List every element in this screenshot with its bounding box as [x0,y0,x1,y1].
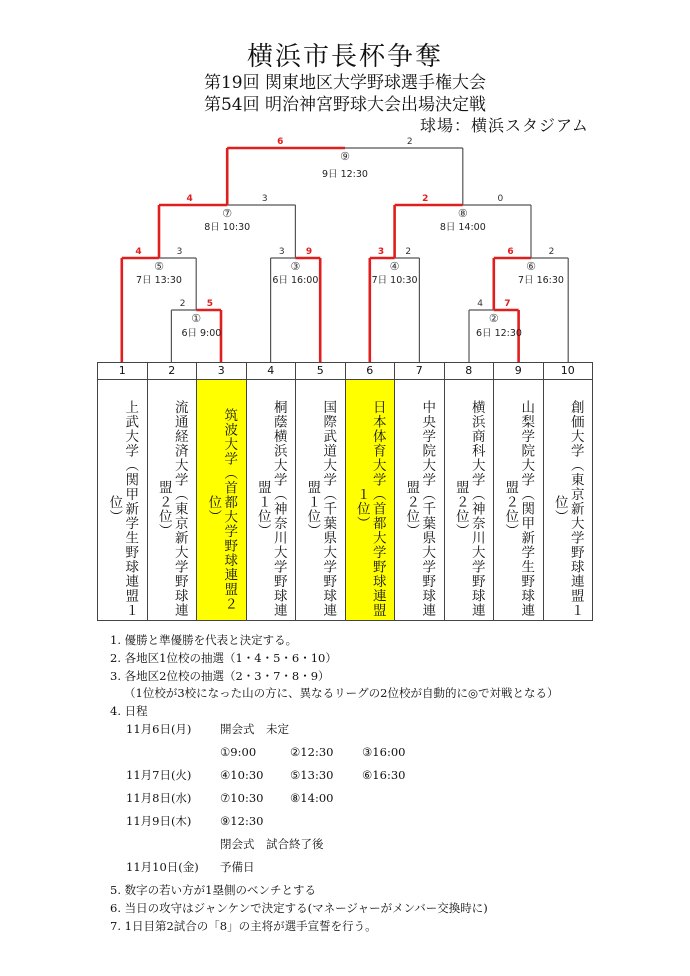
score-right: 7 [504,299,511,309]
team-cell [543,380,593,621]
team-league: （首都大学野球連盟２位） [205,465,238,611]
game-time: 6日 16:00 [272,275,319,286]
note-3: 3. 各地区2位校の抽選（2・3・7・8・9） [110,668,330,683]
schedule-item: 予備日 [220,860,255,875]
game-number: ② [488,312,499,325]
subtitle-kanto: 第19回 関東地区大学野球選手権大会 [203,73,487,93]
team-cell [494,380,544,621]
team-number: 4 [246,363,296,380]
team-cell [197,380,247,621]
score-left: 6 [277,137,284,147]
team-name: 筑波大学 [221,407,238,466]
schedule-date: 11月9日(木) [126,814,192,829]
score-left: 4 [186,194,193,204]
team-league: （関甲新学生野球連盟２位） [502,480,535,618]
team-name: 流通経済大学 [171,400,188,488]
note-7: 7. 1日目第2試合の「8」の主将が選手宣誓を行う。 [110,918,377,933]
score-right: 2 [405,247,412,257]
team-name: 横浜商科大学 [468,400,485,488]
team-number: 6 [345,363,395,380]
team-name-block [502,398,534,620]
game-time: 7日 13:30 [136,275,182,286]
schedule-date: 11月6日(月) [126,722,192,737]
schedule-item: ⑤13:30 [290,768,334,783]
schedule-item: ⑨12:30 [220,814,264,829]
team-cell [345,380,395,621]
team-cell [147,380,197,621]
note-3-sub: （1位校が3校になった山の方に、異なるリーグの2位校が自動的に◎で対戦となる） [124,686,559,701]
score-left: 4 [135,247,142,257]
score-right: 2 [548,247,555,257]
team-league: （東京新大学野球連盟１位） [551,458,584,618]
score-left: 6 [507,247,514,257]
team-number: 5 [296,363,346,380]
team-name: 山梨学院大学 [518,400,535,488]
game-time: 8日 10:30 [204,222,251,233]
game-number: ⑦ [222,207,233,220]
team-cell [98,380,148,621]
team-number: 10 [543,363,593,380]
game-number: ⑤ [154,260,164,273]
team-number: 2 [147,363,197,380]
game-time: 7日 10:30 [371,275,418,286]
team-league: （首都大学野球連盟１位） [353,487,386,618]
team-number: 8 [444,363,494,380]
notes [110,632,558,936]
subtitle-meiji: 第54回 明治神宮野球大会出場決定戦 [203,95,487,115]
game-time: 7日 16:30 [518,275,564,286]
team-name-block [156,398,188,620]
schedule [110,721,558,882]
schedule-item: ①9:00 [220,745,257,760]
team-name-block [106,398,138,620]
schedule-item: ④10:30 [220,768,264,783]
score-left: 2 [179,299,186,309]
note-2: 2. 各地区1位校の抽選（1・4・5・6・10） [110,650,337,665]
game-number: ③ [290,260,301,273]
team-league: （東京新大学野球連盟２位） [155,480,188,618]
team-league: （関甲新学生野球連盟１位） [106,458,139,618]
schedule-item: ③16:00 [362,745,406,760]
team-name: 国際武道大学 [320,400,337,488]
team-name: 創価大学 [567,400,584,459]
schedule-item: ⑧14:00 [290,791,334,806]
game-time: 6日 12:30 [476,328,522,339]
team-name: 上武大学 [122,400,139,459]
schedule-item: ⑥16:30 [362,768,406,783]
team-number: 9 [494,363,544,380]
team-name: 中央学院大学 [419,400,436,488]
schedule-item: ②12:30 [290,745,334,760]
team-table [97,362,593,621]
score-left: 3 [377,247,385,257]
schedule-item: ⑦10:30 [220,791,264,806]
team-number: 7 [395,363,445,380]
note-6: 6. 当日の攻守はジャンケンで決定する(マネージャーがメンバー交換時に) [110,900,488,915]
team-name-block [255,398,287,620]
team-league: （神奈川大学野球連盟１位） [254,480,287,618]
score-right: 9 [305,247,313,257]
page-title: 横浜市長杯争奪 [246,42,443,72]
team-name-block [403,398,435,620]
team-cell [395,380,445,621]
schedule-item: 開会式 未定 [220,722,289,737]
schedule-date: 11月8日(水) [126,791,192,806]
team-cell [444,380,494,621]
score-left: 2 [422,194,429,204]
team-name-block [453,398,485,620]
team-name: 桐蔭横浜大学 [270,400,287,488]
team-league: （千葉県大学野球連盟１位） [304,480,337,618]
score-right: 0 [497,194,504,204]
team-name-block [552,398,584,620]
team-name: 日本体育大学 [369,400,386,488]
game-time: 8日 14:00 [439,222,486,233]
note-5: 5. 数字の若い方が1塁側のベンチとする [110,883,316,898]
game-number: ⑥ [526,260,536,273]
game-number: ⑨ [340,150,350,163]
schedule-item: 閉会式 試合終了後 [220,837,324,852]
game-time: 9日 12:30 [322,169,368,180]
team-name-block [354,398,386,620]
team-league: （千葉県大学野球連盟２位） [403,480,436,618]
schedule-date: 11月10日(金) [126,860,199,875]
tournament-bracket [0,0,690,370]
score-left: 3 [278,247,285,257]
score-right: 5 [206,299,213,309]
schedule-date: 11月7日(火) [126,768,192,783]
score-right: 3 [176,247,183,257]
score-right: 3 [261,194,268,204]
game-number: ④ [389,260,400,273]
score-left: 4 [477,299,484,309]
team-league: （神奈川大学野球連盟２位） [452,480,485,618]
note-4: 4. 日程 [110,704,148,719]
team-cell [296,380,346,621]
score-right: 2 [406,137,413,147]
game-number: ⑧ [457,207,468,220]
game-time: 6日 9:00 [181,328,222,339]
note-1: 1. 優勝と準優勝を代表と決定する。 [110,633,298,647]
team-number: 1 [98,363,148,380]
venue-label: 球場：横浜スタジアム [420,116,589,135]
team-name-block [304,398,336,620]
team-number: 3 [197,363,247,380]
game-number: ① [191,312,202,325]
team-name-block [205,398,237,620]
team-cell [246,380,296,621]
